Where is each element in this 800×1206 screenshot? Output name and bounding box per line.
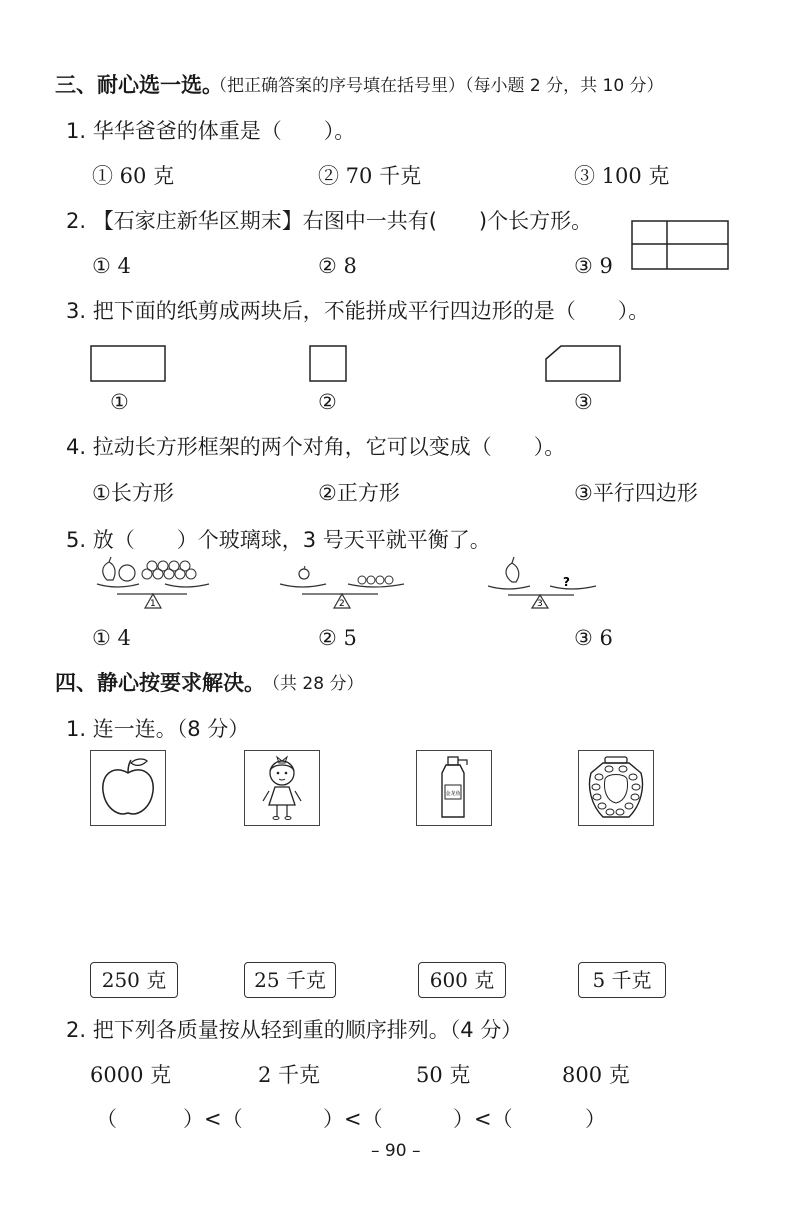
weight-label-4[interactable]: 5 千克 [578,962,666,998]
q3-option-1[interactable]: ① [110,390,129,414]
q2-option-1[interactable]: ① 4 [92,254,131,278]
weight-label-1[interactable]: 250 克 [90,962,178,998]
q4-option-1[interactable]: ①长方形 [92,481,174,505]
girl-picture[interactable] [244,750,320,826]
section4-note: （共 28 分） [263,674,364,694]
p2-stem: 2. 把下列各质量按从轻到重的顺序排列。（4 分） [66,1018,523,1042]
mass-item-4: 800 克 [562,1063,630,1087]
q4-stem: 4. 拉动长方形框架的两个对角，它可以变成（ ）。 [66,435,566,459]
apple-picture[interactable] [90,750,166,826]
paper-shape-1 [90,345,166,382]
oil-bottle-icon [417,751,491,825]
q3-option-3[interactable]: ③ [574,390,593,414]
q3-option-2[interactable]: ② [318,390,337,414]
q4-option-3[interactable]: ③平行四边形 [574,481,698,505]
balance-3-number: 3 [537,599,543,609]
girl-icon [245,751,319,825]
order-blank-open: （ [96,1107,117,1131]
order-blank-close: ） [585,1107,606,1131]
oil-bottle-picture[interactable] [416,750,492,826]
page-number: – 90 – [371,1141,421,1161]
weight-label-2[interactable]: 25 千克 [244,962,336,998]
paper-shape-2 [309,345,347,382]
q2-stem: 2. 【石家庄新华区期末】右图中一共有( )个长方形。 [66,209,593,233]
question-mark: ? [563,575,570,589]
balance-2-number: 2 [339,599,345,609]
order-blank-sep-2: ）<（ [323,1107,383,1131]
bottle-label: 金龙鱼 [445,791,461,797]
candy-jar-picture[interactable] [578,750,654,826]
q5-stem: 5. 放（ ）个玻璃球，3 号天平就平衡了。 [66,528,491,552]
mass-item-1: 6000 克 [90,1063,172,1087]
q5-option-3[interactable]: ③ 6 [574,626,613,650]
balance-1-illustration [95,560,215,615]
balance-3-illustration [486,560,601,615]
section3-title: 三、耐心选一选。 [55,73,223,97]
balance-1-number: 1 [150,599,156,609]
order-blank-sep-1: ）<（ [183,1107,243,1131]
paper-shape-3 [545,345,621,382]
order-blank-sep-3: ）<（ [453,1107,513,1131]
q1-stem: 1. 华华爸爸的体重是（ ）。 [66,119,356,143]
mass-item-3: 50 克 [416,1063,471,1087]
mass-item-2: 2 千克 [258,1063,321,1087]
q1-option-1[interactable]: ① 60 克 [92,164,175,188]
q5-option-1[interactable]: ① 4 [92,626,131,650]
q4-option-2[interactable]: ②正方形 [318,481,400,505]
section3-note: （把正确答案的序号填在括号里）（每小题 2 分，共 10 分） [210,76,664,96]
p1-stem: 1. 连一连。（8 分） [66,717,250,741]
weight-label-3[interactable]: 600 克 [418,962,506,998]
q5-option-2[interactable]: ② 5 [318,626,357,650]
q3-stem: 3. 把下面的纸剪成两块后，不能拼成平行四边形的是（ ）。 [66,299,650,323]
apple-icon [91,751,165,825]
candy-jar-icon [579,751,653,825]
q2-option-3[interactable]: ③ 9 [574,254,613,278]
balance-2-illustration [278,560,408,615]
section4-title: 四、静心按要求解决。 [55,671,265,695]
q2-option-2[interactable]: ② 8 [318,254,357,278]
q1-option-3[interactable]: ③ 100 克 [574,164,670,188]
q1-option-2[interactable]: ② 70 千克 [318,164,422,188]
rectangle-grid-figure [631,220,729,270]
